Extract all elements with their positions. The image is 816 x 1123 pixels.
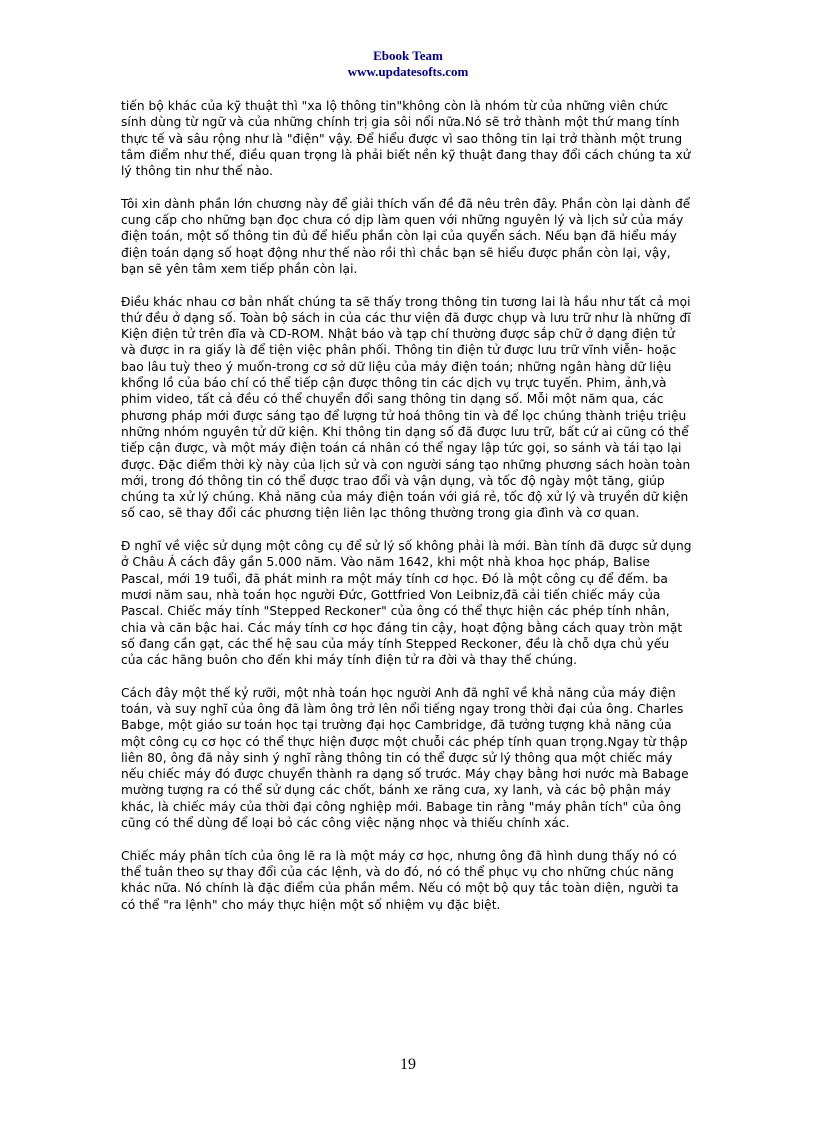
paragraph: Đ nghĩ về việc sử dụng một công cụ để sử lý số không phải là mới. Bàn tính đã được sử dụng ở Châu Á cách đây gần 5.000 năm. Vào năm 1642, khi một nhà khoa học pháp, Balise Pascal, mới 19 tuổi, đã phát minh ra một máy tính cơ học. Đó là một công cụ để đếm. ba mươi năm sau, nhà toán học người Đức, Gottfried Von Leibniz,đã cải tiến chiếc máy của Pascal. Chiếc máy tính "Stepped Reckoner" của ông có thể thực hiện các phép tính nhân, chia và căn bậc hai. Các máy tính cơ học đáng tin cậy, hoạt động bằng cách quay tròn mặt số đang cần gạt, các thế hệ sau của máy tính Stepped Reckoner, đều là chỗ dựa chủ yếu của các hãng buôn cho đến khi máy tính điện tử ra đời và thay thế chúng.	[121, 539, 692, 668]
header-url: www.updatesofts.com	[347, 64, 469, 79]
paragraph: tiến bộ khác của kỹ thuật thì "xa lộ thông tin"không còn là nhóm từ của những viên chức sính dùng từ ngữ và của những chính trị gia sôi nổi nữa.Nó sẽ trở thành một thứ mang tính thực tế và sâu rộng như là "điện" vậy. Để hiểu được vì sao thông tin lại trở thành một trung tâm điểm như thế, điều quan trọng là phải biết nền kỹ thuật đang thay đổi cách chúng ta xử lý thông tin như thế nào.	[121, 99, 691, 179]
body-text	[121, 98, 693, 929]
paragraph: Cách đây một thế kỷ rưỡi, một nhà toán học người Anh đã nghĩ về khả năng của máy điện toán, và suy nghĩ của ông đã làm ông trở lên nổi tiếng ngay trong thời đại của ông. Charles Babge, một giáo sư toán học tại trường đại học Cambridge, đã tưởng tượng khả năng của một công cụ cơ học có thể thực hiện được một chuỗi các phép tính quan trọng.Ngay từ thập liên 80, ông đã nảy sinh ý nghĩ rằng thông tin có thể được sử lý thông qua một chiếc máy nếu chiếc máy đó được chuyển thành ra dạng số trước. Máy chạy bằng hơi nước mà Babage mường tượng ra có thể sử dụng các chốt, bánh xe răng cưa, xy lanh, và các bộ phận máy khác, là chiếc máy của thời đại công nghiệp mới. Babage tin rằng "máy phân tích" của ông cũng có thể dùng để loại bỏ các công việc nặng nhọc và thiếu chính xác.	[121, 685, 689, 831]
page-number: 19	[400, 1056, 416, 1073]
paragraph: Điều khác nhau cơ bản nhất chúng ta sẽ thấy trong thông tin tương lai là hầu như tất cả mọi thứ đều ở dạng số. Toàn bộ sách in của các thư viện đã được chụp và lưu trữ như là những đĩ Kiện điện tử trên đĩa và CD-ROM. Nhật báo và tạp chí thường được sắp chữ ở dạng điện tử và được in ra giấy là để tiện việc phân phối. Thông tin điện tử được lưu trữ vĩnh viễn- hoặc bao lâu tuỳ theo ý muốn-trong cơ sở dữ liệu của máy điện toán; những ngân hàng dữ liệu khổng lồ của báo chí có thể tiếp cận được thông tin các dịch vụ trực tuyến. Phim, ảnh,và phim video, tất cả đều có thể chuyển đổi sang thông tin dạng số. Mỗi một năm qua, các phương pháp mới được sáng tạo để lượng tử hoá thông tin và để lọc chúng thành triệu triệu những nhóm nguyên tử dữ kiện. Khi thông tin dạng số đã được lưu trữ, bất cứ ai cũng có thể tiếp cận được, và một máy điện toán cá nhân có thể ngay lập tức gọi, so sánh và tái tạo lại được. Đặc điểm thời kỳ này của lịch sử và con người sáng tạo những phương sách hoàn toàn mới, trong đó thông tin có thể được trao đổi và vận dụng, và tốc độ ngày một tăng, giúp chúng ta xử lý chúng. Khả năng của máy điện toán với giá rẻ, tốc độ xử lý và truyền dữ kiện số cao, sẽ thay đổi các phương tiện liên lạc thông thường trong gia đình và cơ quan.	[121, 294, 691, 521]
paragraph: Tôi xin dành phần lớn chương này để giải thích vấn đề đã nêu trên đây. Phần còn lại dành để cung cấp cho những bạn đọc chưa có dịp làm quen với những nguyên lý và lịch sử của máy điện toán, một số thông tin đủ để hiểu phần còn lại của quyển sách. Nếu bạn đã hiểu máy điện toán dạng số hoạt động như thế nào rồi thì chắc bạn sẽ hiểu được phần còn lại, vậy, bạn sẽ yên tâm xem tiếp phần còn lại.	[121, 196, 691, 276]
header-title: Ebook Team	[373, 48, 443, 63]
paragraph: Chiếc máy phân tích của ông lẽ ra là một máy cơ học, nhưng ông đã hình dung thấy nó có thể tuân theo sự thay đổi của các lệnh, và do đó, nó có thể phục vụ cho những chúc năng khác nữa. Nó chính là đặc điểm của phần mềm. Nếu có một bộ quy tắc toàn diện, người ta có thể "ra lệnh" cho máy thực hiện một số nhiệm vụ đặc biệt.	[121, 848, 679, 912]
page-header	[0, 48, 816, 80]
